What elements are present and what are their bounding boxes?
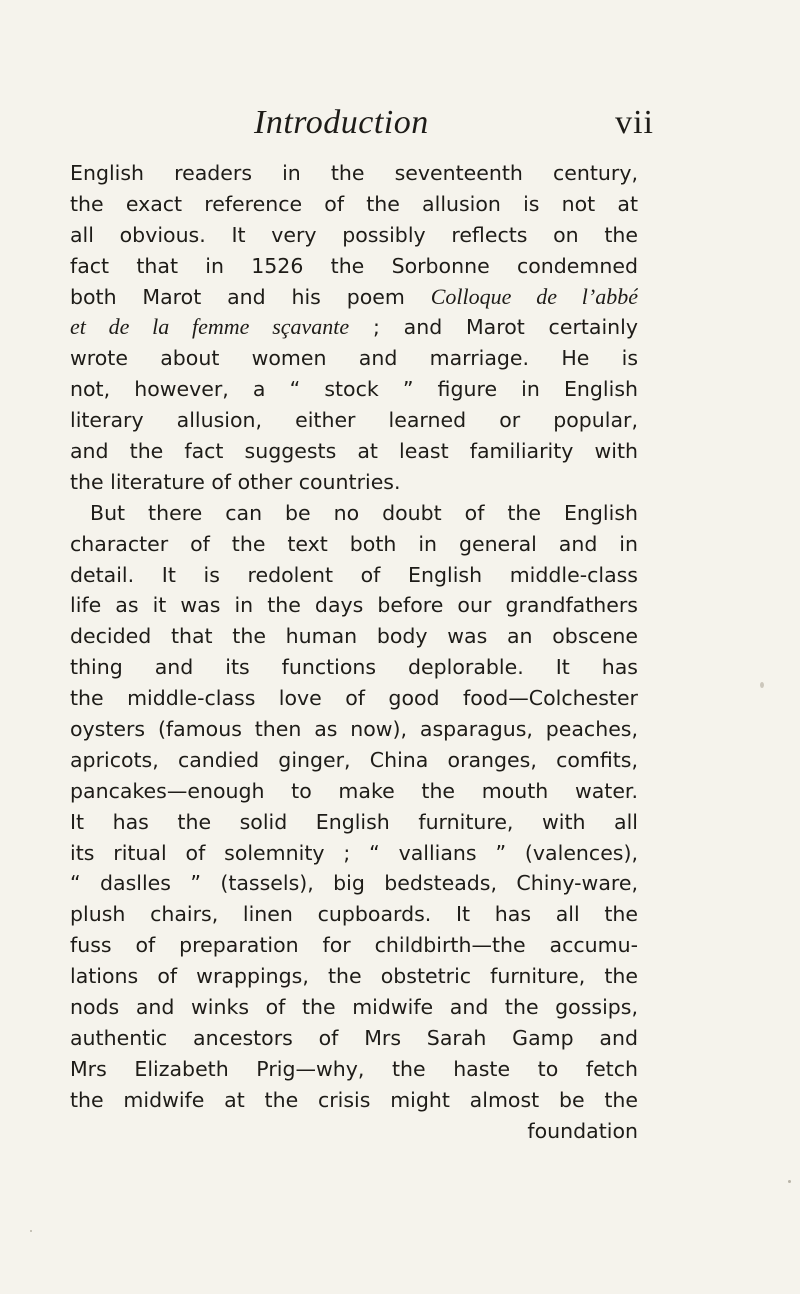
- text-line: decided that the human body was an obscene: [70, 624, 638, 649]
- text-line: character of the text both in general and in: [70, 531, 638, 556]
- paper-speck: [760, 682, 764, 688]
- running-title: Introduction: [254, 104, 429, 141]
- text-line: [70, 312, 638, 343]
- text-line: authentic ancestors of Mrs Sarah Gamp and: [70, 1025, 638, 1050]
- text-line: its ritual of solemnity ; “ vallians ” (valences),: [70, 840, 638, 865]
- body-text: [70, 158, 638, 1147]
- text-line: oysters (famous then as now), asparagus, peaches,: [70, 717, 638, 742]
- text-line: the middle-class love of good food—Colchester: [70, 686, 638, 711]
- paragraph-first-line: But there can be no doubt of the English: [90, 500, 638, 525]
- text-line: detail. It is redolent of English middle-class: [70, 562, 638, 587]
- text-line: life as it was in the days before our grandfathers: [70, 593, 638, 618]
- text-segment: ; and Marot certainly: [372, 315, 638, 340]
- text-segment: both Marot and his poem: [70, 284, 405, 309]
- text-line: literary allusion, either learned or popular,: [70, 408, 638, 433]
- page-number: vii: [615, 104, 654, 141]
- running-head: [254, 98, 654, 148]
- text-line: English readers in the seventeenth century,: [70, 161, 638, 185]
- text-line: wrote about women and marriage. He is: [70, 346, 638, 371]
- text-line: “ daslles ” (tassels), big bedsteads, Chiny-ware,: [70, 871, 638, 896]
- text-line: [70, 282, 638, 313]
- italic-title: et de la femme sçavante: [70, 314, 350, 340]
- italic-title: Colloque de l’abbé: [430, 283, 638, 309]
- catchword: foundation: [527, 1118, 638, 1143]
- text-line: Mrs Elizabeth Prig—why, the haste to fetch: [70, 1056, 638, 1081]
- text-line: and the fact suggests at least familiarity with: [70, 439, 638, 464]
- paper-speck: [30, 1230, 32, 1232]
- text-line: not, however, a “ stock ” figure in English: [70, 377, 638, 402]
- text-line: all obvious. It very possibly reflects on the: [70, 222, 638, 247]
- text-line: the midwife at the crisis might almost be the: [70, 1087, 638, 1112]
- text-line: apricots, candied ginger, China oranges, comfits,: [70, 747, 638, 772]
- text-line: nods and winks of the midwife and the gossips,: [70, 995, 638, 1020]
- text-line: It has the solid English furniture, with all: [70, 809, 638, 834]
- text-line: thing and its functions deplorable. It has: [70, 655, 638, 680]
- text-line: the literature of other countries.: [70, 469, 401, 494]
- paper-speck: [788, 1180, 791, 1183]
- text-line: fuss of preparation for childbirth—the accumu-: [70, 933, 638, 958]
- text-line: lations of wrappings, the obstetric furniture, the: [70, 964, 638, 989]
- text-line: plush chairs, linen cupboards. It has all the: [70, 902, 638, 927]
- text-line: fact that in 1526 the Sorbonne condemned: [70, 253, 638, 278]
- text-line: pancakes—enough to make the mouth water.: [70, 778, 638, 803]
- text-line: the exact reference of the allusion is not at: [70, 191, 638, 216]
